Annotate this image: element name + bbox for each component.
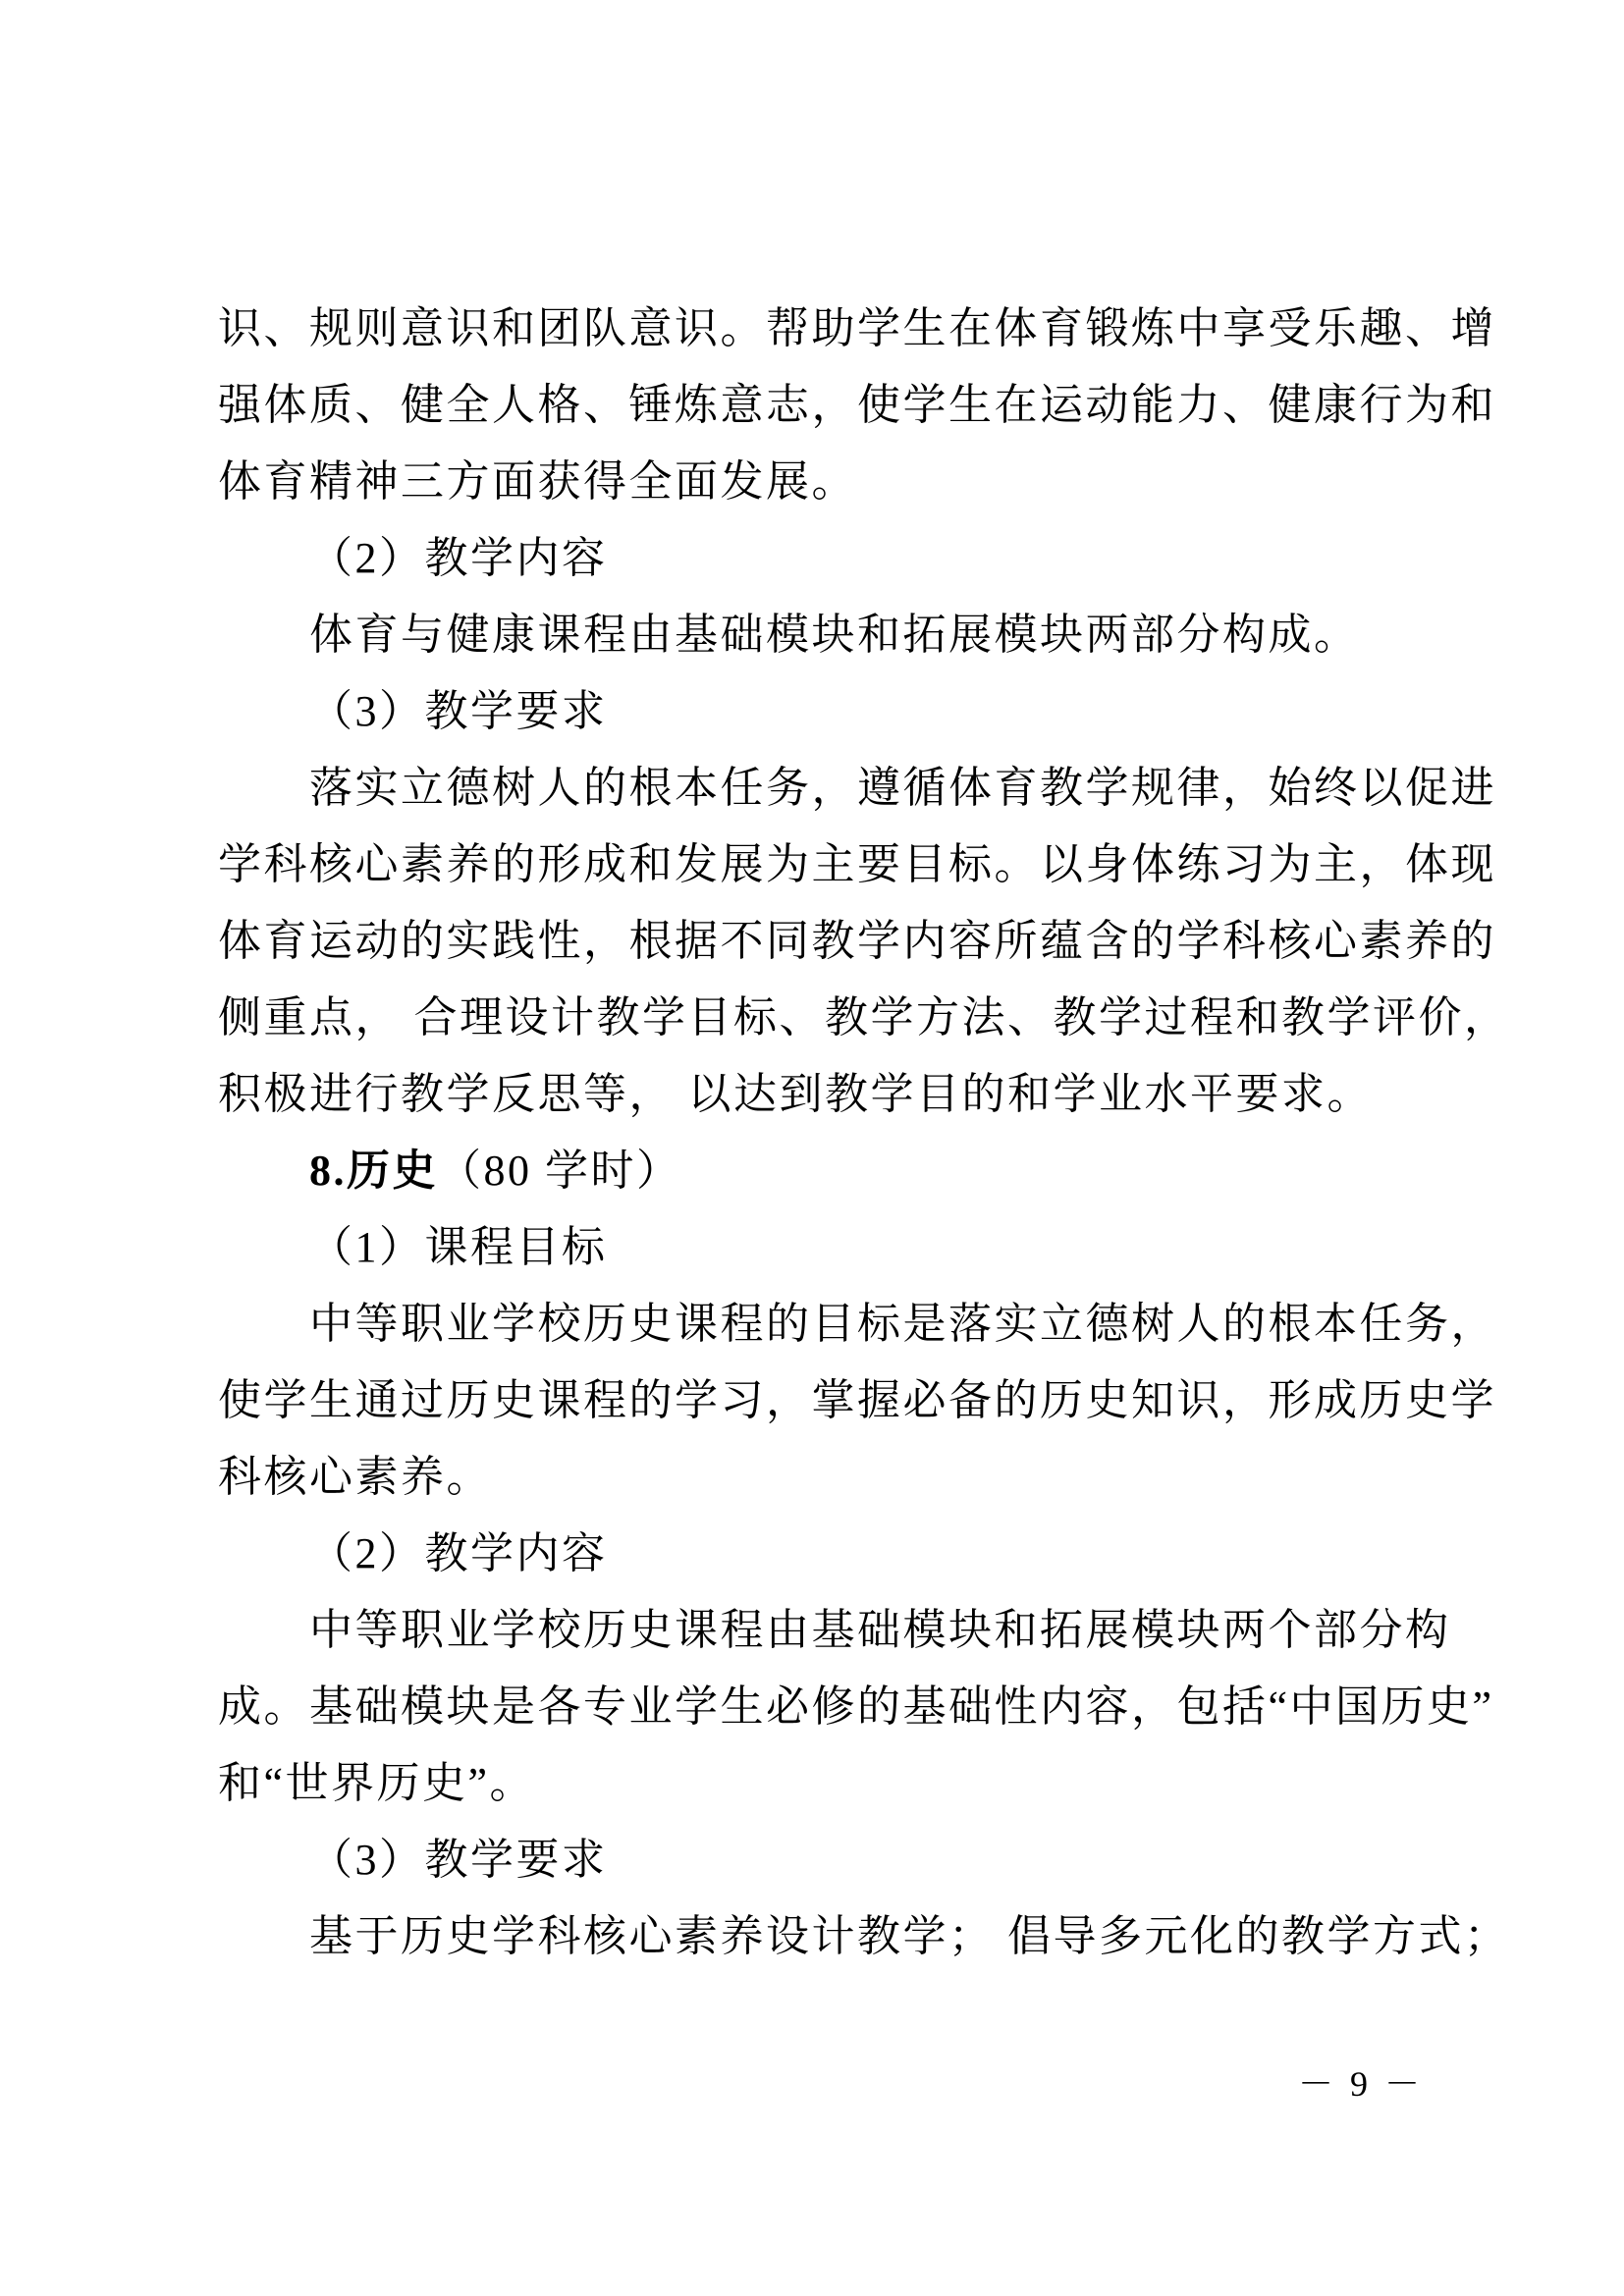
text-block — [218, 291, 1510, 1975]
body-text-line: 体育运动的实践性，根据不同教学内容所蕴含的学科核心素养的 — [218, 917, 1496, 965]
chapter-heading-history — [218, 1133, 1420, 1209]
body-text-line: 成。基础模块是各专业学生必修的基础性内容，包括“中国历史” — [218, 1682, 1494, 1731]
body-text-line: 落实立德树人的根本任务，遵循体育教学规律，始终以促进 — [309, 764, 1496, 812]
body-text-line: 使学生通过历史课程的学习，掌握必备的历史知识，形成历史学 — [218, 1376, 1496, 1424]
body-text-line: 科核心素养。 — [218, 1453, 492, 1501]
body-text-line: 体育精神三方面获得全面发展。 — [218, 457, 857, 506]
body-text-line: 基于历史学科核心素养设计教学； 倡导多元化的教学方式； — [309, 1912, 1510, 1960]
chapter-heading-history-bold: 8.历史 — [309, 1147, 438, 1195]
body-text-line: 学科核心素养的形成和发展为主要目标。以身体练习为主，体现 — [218, 840, 1496, 888]
page-number: － 9 － — [1297, 2064, 1424, 2104]
body-text-line: 积极进行教学反思等， 以达到教学目的和学业水平要求。 — [218, 1070, 1373, 1118]
body-text-line: 中等职业学校历史课程的目标是落实立德树人的根本任务， — [309, 1300, 1496, 1348]
body-text-line: 侧重点， 合理设计教学目标、教学方法、教学过程和教学评价， — [218, 993, 1510, 1041]
section-heading-teaching-requirements: （3）教学要求 — [309, 1836, 608, 1884]
section-heading-teaching-requirements: （3）教学要求 — [309, 687, 608, 735]
body-text-line: 识、规则意识和团队意识。帮助学生在体育锻炼中享受乐趣、增 — [218, 304, 1496, 352]
body-text-line: 和“世界历史”。 — [218, 1759, 536, 1807]
body-text-line: 强体质、健全人格、锤炼意志，使学生在运动能力、健康行为和 — [218, 381, 1496, 429]
section-heading-teaching-content: （2）教学内容 — [309, 534, 608, 582]
section-heading-teaching-content: （2）教学内容 — [309, 1529, 608, 1577]
section-heading-course-objectives: （1）课程目标 — [309, 1223, 608, 1271]
chapter-heading-history-hours: （80 学时） — [438, 1147, 682, 1195]
body-text-line: 中等职业学校历史课程由基础模块和拓展模块两个部分构 — [309, 1606, 1451, 1654]
body-text-line: 体育与健康课程由基础模块和拓展模块两部分构成。 — [309, 611, 1360, 659]
